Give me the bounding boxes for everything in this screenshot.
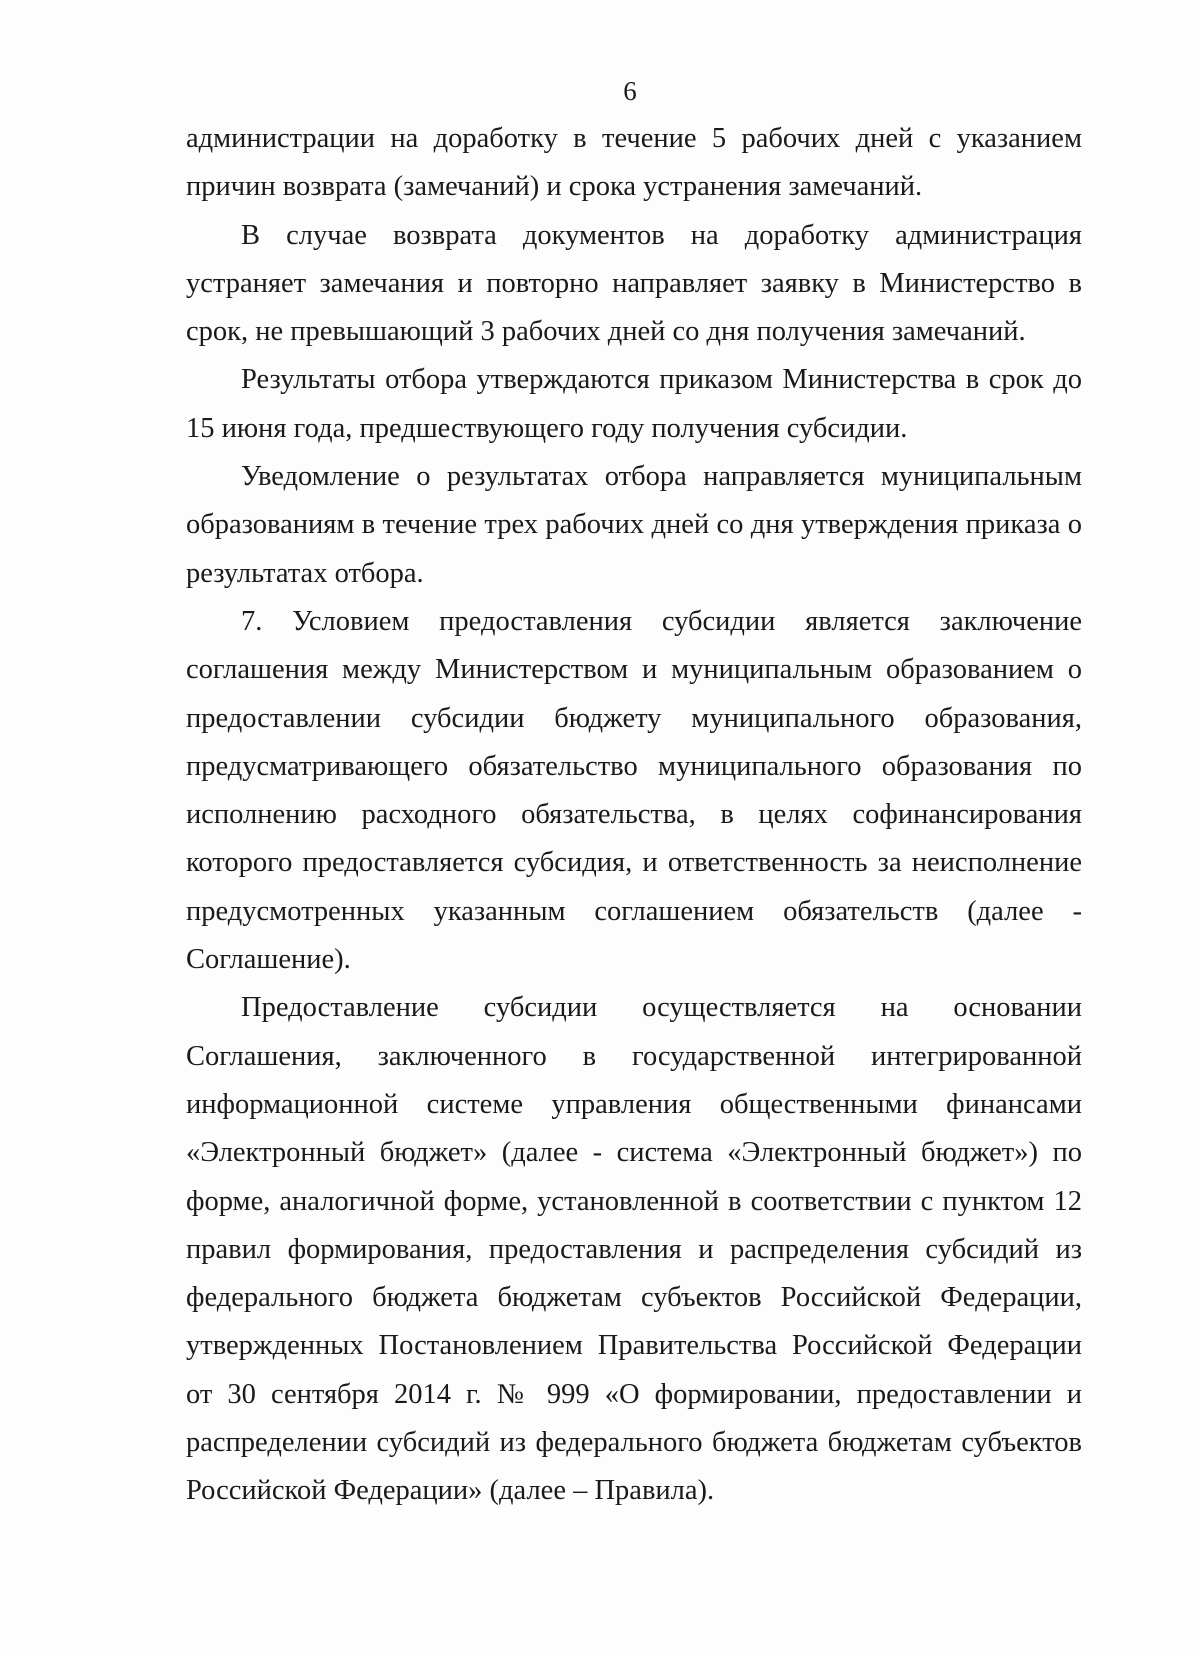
- paragraph-continuation: администрации на доработку в течение 5 рабочих дней с указанием причин возврата (замечаний) и срока устранения замечаний.: [186, 123, 1082, 203]
- paragraph-notification: Уведомление о результатах отбора направляется муниципальным образованиям в течение трех рабочих дней со дня утверждения приказа о результатах отбора.: [186, 461, 1082, 589]
- paragraph-clause-7: 7. Условием предоставления субсидии является заключение соглашения между Министерством и муниципальным образованием о предоставлении субсидии бюджету муниципального образования, предусматривающего обязательство муниципального образования по исполнению расходного обязательства, в целях софинансирования которого предоставляется субсидия, и ответственность за неисполнение предусмотренных указанным соглашением обязательств (далее - Соглашение).: [186, 605, 1082, 976]
- paragraph-return-of-documents: В случае возврата документов на доработку администрация устраняет замечания и повторно направляет заявку в Министерство в срок, не превышающий 3 рабочих дней со дня получения замечаний.: [186, 219, 1082, 348]
- document-body: [186, 115, 1082, 1516]
- paragraph-subsidy-agreement: Предоставление субсидии осуществляется на основании Соглашения, заключенного в государственной интегрированной информационной системе управления общественными финансами «Электронный бюджет» (далее - система «Электронный бюджет») по форме, аналогичной форме, установленной в соответствии с пунктом 12 правил формирования, предоставления и распределения субсидий из федерального бюджета бюджетам субъектов Российской Федерации, утвержденных Постановлением Правительства Российской Федерации от 30 сентября 2014 г. № 999 «О формировании, предоставлении и распределении субсидий из федерального бюджета бюджетам субъектов Российской Федерации» (далее – Правила).: [186, 992, 1082, 1507]
- paragraph-selection-results: Результаты отбора утверждаются приказом Министерства в срок до 15 июня года, предшествующего году получения субсидии.: [186, 364, 1082, 444]
- page-number: 6: [623, 76, 637, 106]
